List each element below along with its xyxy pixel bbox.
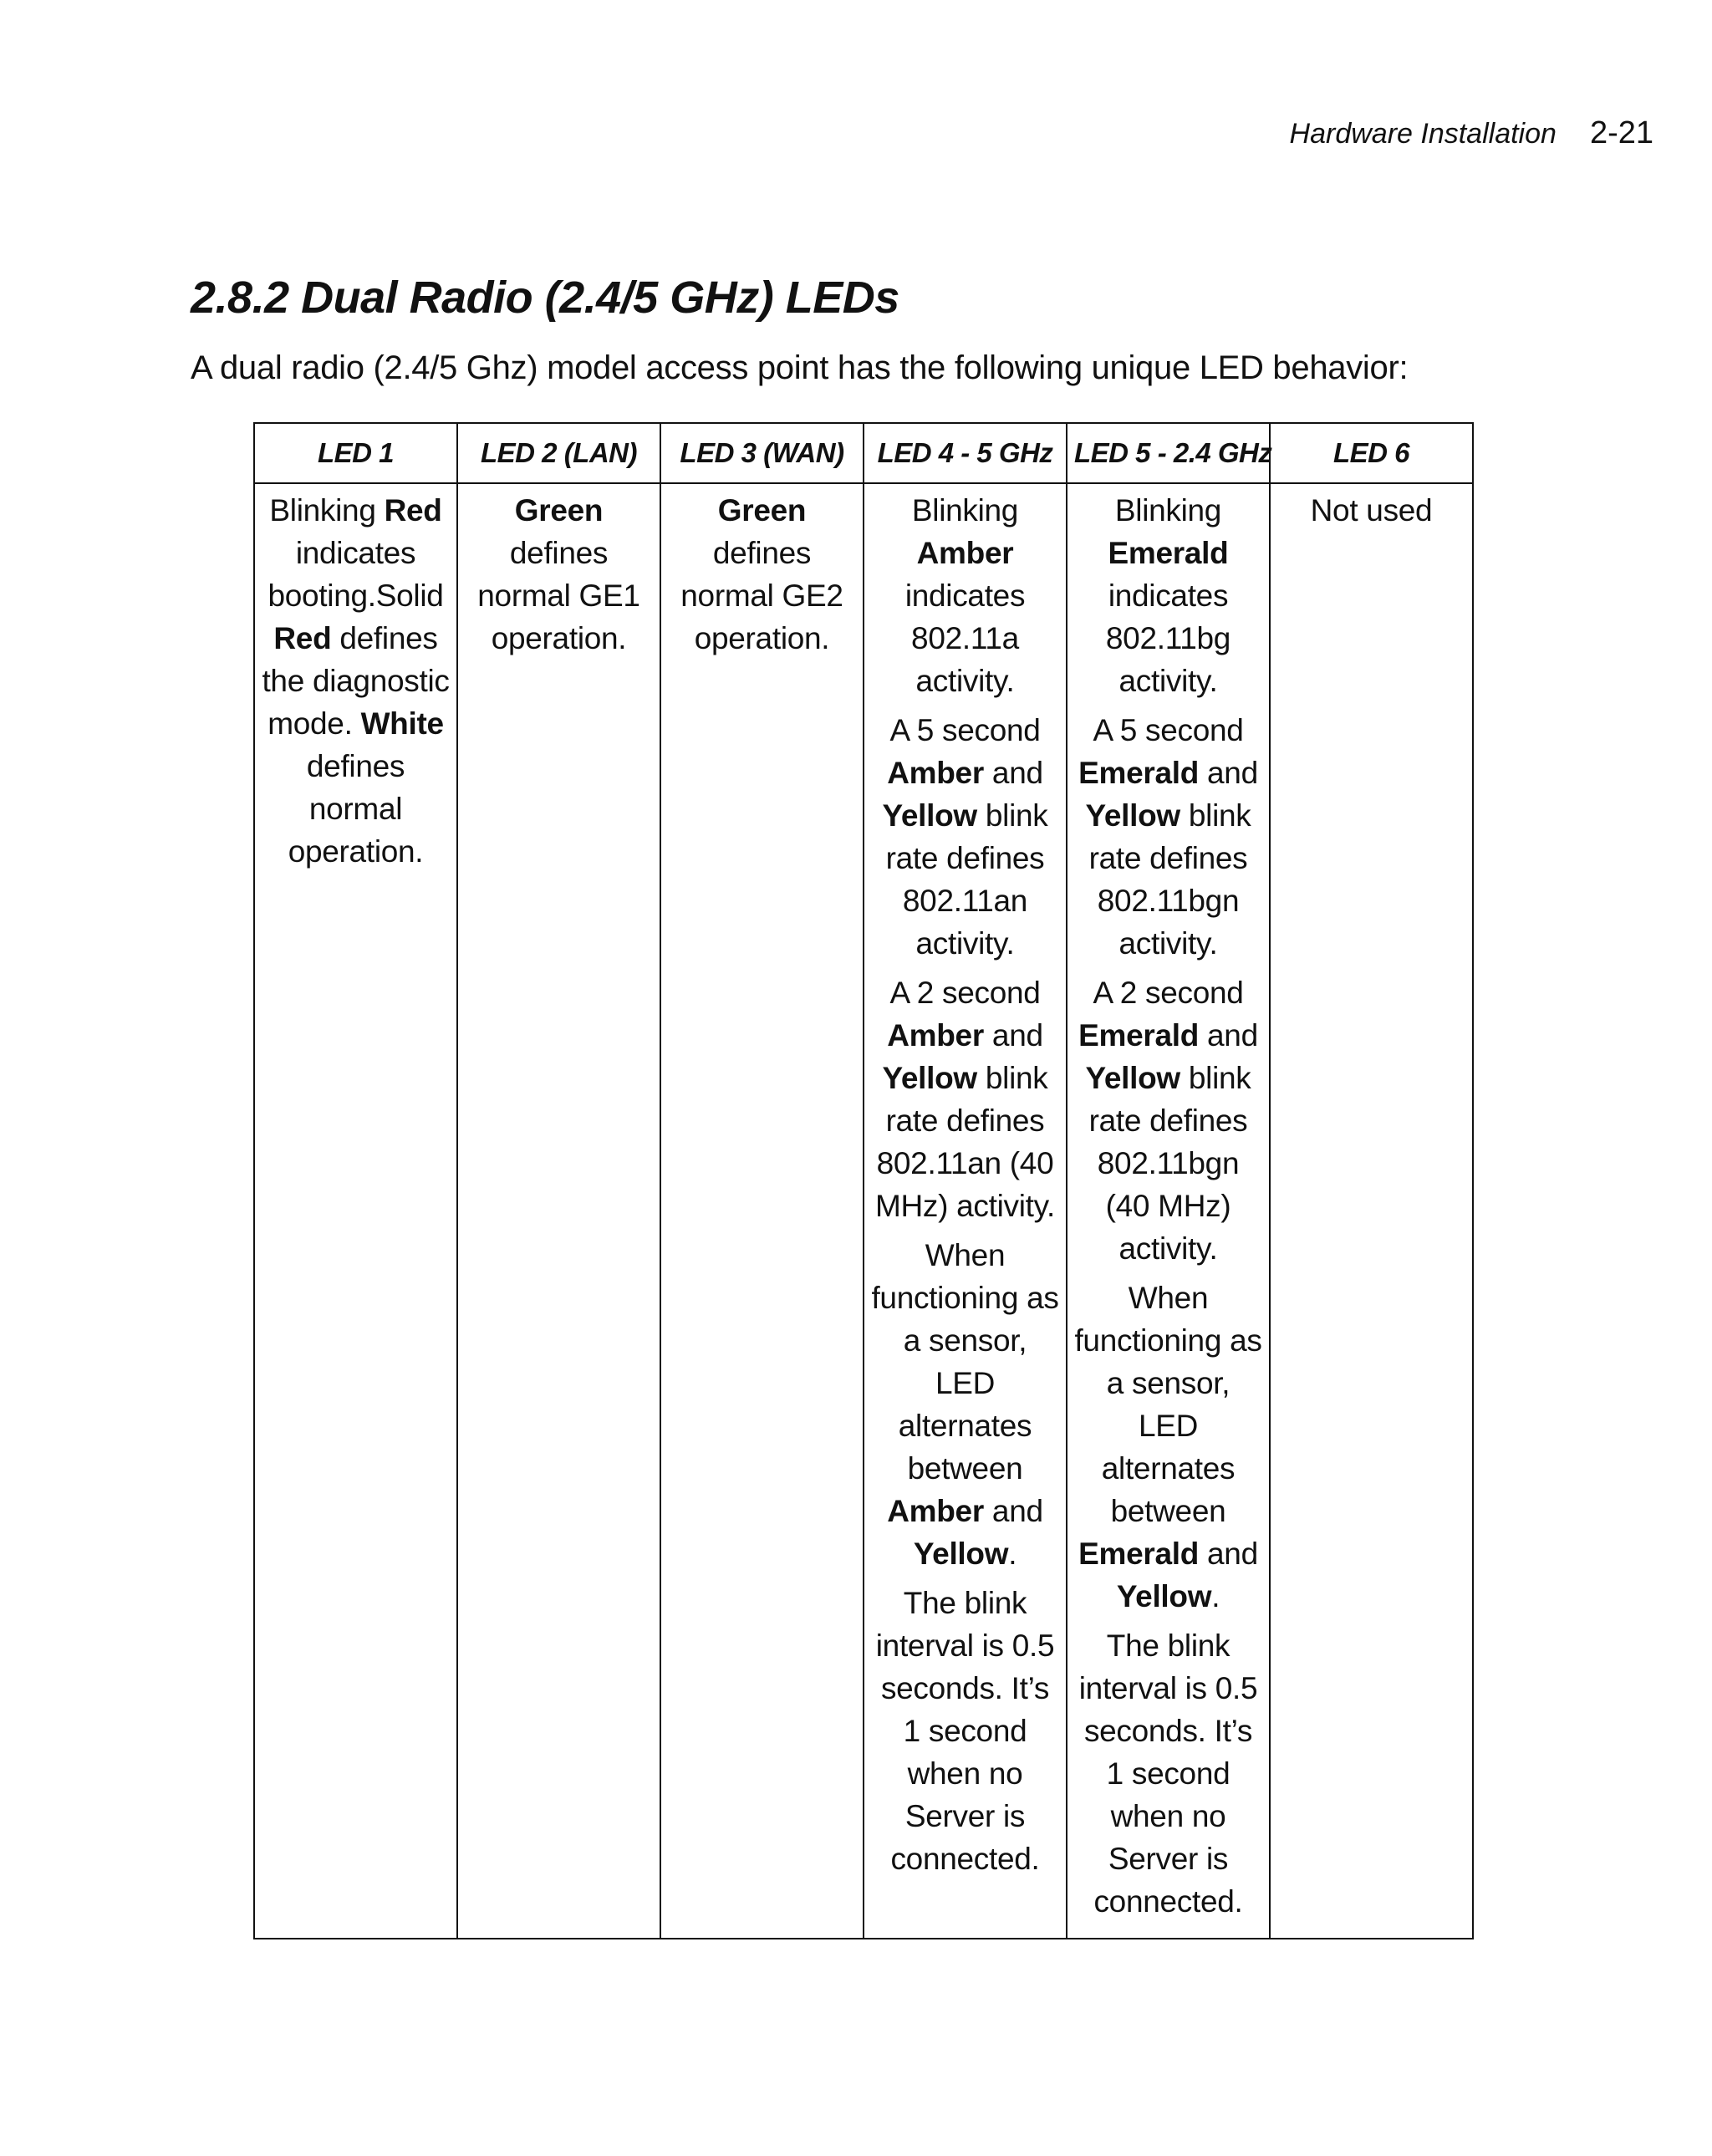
emphasis: Amber <box>887 1018 984 1053</box>
text: and <box>983 1018 1043 1053</box>
emphasis: Yellow <box>1085 798 1180 833</box>
header-led1: LED 1 <box>254 423 457 483</box>
text: When functioning as a sensor, LED alternates between <box>1074 1281 1262 1528</box>
cell-led2 <box>457 483 660 1939</box>
emphasis: Yellow <box>1085 1061 1180 1095</box>
header-led3: LED 3 (WAN) <box>660 423 864 483</box>
cell-led3 <box>660 483 864 1939</box>
emphasis: Amber <box>887 1494 984 1528</box>
text: A 5 second <box>889 713 1041 747</box>
emphasis: Red <box>384 493 442 528</box>
header-led5: LED 5 - 2.4 GHz <box>1067 423 1270 483</box>
cell-paragraph <box>1074 709 1262 965</box>
page-header <box>1290 115 1653 151</box>
emphasis: Yellow <box>1116 1579 1212 1613</box>
text: defines the diagnostic mode. <box>262 621 450 741</box>
page-number: 2-21 <box>1589 115 1653 150</box>
emphasis: Green <box>514 493 604 528</box>
text: A 2 second <box>1093 976 1244 1010</box>
text: Blinking <box>269 493 385 528</box>
emphasis: Green <box>717 493 807 528</box>
cell-paragraph <box>1074 489 1262 702</box>
text: . <box>1008 1537 1017 1571</box>
table-row <box>254 483 1473 1939</box>
text: and <box>983 1494 1043 1528</box>
text: . <box>1211 1579 1220 1613</box>
emphasis: Emerald <box>1108 536 1229 570</box>
text: The blink interval is 0.5 seconds. It’s 1 second when no Server is connected. <box>875 1586 1055 1876</box>
emphasis: Amber <box>916 536 1014 570</box>
text: A 5 second <box>1093 713 1244 747</box>
cell-paragraph <box>871 971 1059 1227</box>
emphasis: Emerald <box>1078 1537 1200 1571</box>
emphasis: White <box>360 706 444 741</box>
header-led4: LED 4 - 5 GHz <box>864 423 1067 483</box>
text: and <box>1199 1537 1258 1571</box>
emphasis: Yellow <box>882 798 977 833</box>
text: indicates booting.Solid <box>268 536 444 613</box>
cell-paragraph <box>871 1582 1059 1880</box>
emphasis: Red <box>273 621 332 655</box>
text: defines normal GE1 operation. <box>477 536 640 655</box>
running-header-section: Hardware Installation <box>1289 118 1557 150</box>
text: indicates 802.11a activity. <box>904 579 1026 698</box>
text: blink rate defines 802.11an activity. <box>885 798 1048 961</box>
cell-paragraph <box>871 489 1059 702</box>
cell-paragraph <box>1074 971 1262 1270</box>
intro-paragraph: A dual radio (2.4/5 Ghz) model access point has the following unique LED behavior: <box>191 349 1409 386</box>
emphasis: Amber <box>887 756 984 790</box>
text: and <box>983 756 1043 790</box>
cell-paragraph <box>1074 1624 1262 1923</box>
text: defines normal operation. <box>288 749 424 869</box>
text: and <box>1199 1018 1258 1053</box>
table-header-row <box>254 423 1473 483</box>
cell-led6 <box>1270 483 1473 1939</box>
text: When functioning as a sensor, LED alternates between <box>871 1238 1059 1486</box>
text: blink rate defines 802.11an (40 MHz) activity. <box>874 1061 1056 1223</box>
emphasis: Yellow <box>913 1537 1009 1571</box>
text: The blink interval is 0.5 seconds. It’s 1 second when no Server is connected. <box>1078 1628 1258 1919</box>
cell-led5 <box>1067 483 1270 1939</box>
cell-paragraph <box>871 1234 1059 1575</box>
led-behavior-table <box>253 422 1474 1939</box>
text: blink rate defines 802.11bgn (40 MHz) activity. <box>1088 1061 1251 1266</box>
cell-led4 <box>864 483 1067 1939</box>
text: Blinking <box>1114 493 1222 528</box>
header-led6: LED 6 <box>1270 423 1473 483</box>
text: A 2 second <box>889 976 1041 1010</box>
cell-paragraph <box>1074 1277 1262 1618</box>
text: Not used <box>1310 493 1433 528</box>
text: defines normal GE2 operation. <box>680 536 843 655</box>
header-led2: LED 2 (LAN) <box>457 423 660 483</box>
emphasis: Emerald <box>1078 756 1200 790</box>
emphasis: Yellow <box>882 1061 977 1095</box>
text: Blinking <box>911 493 1019 528</box>
text: indicates 802.11bg activity. <box>1105 579 1231 698</box>
section-title: 2.8.2 Dual Radio (2.4/5 GHz) LEDs <box>191 273 899 323</box>
emphasis: Emerald <box>1078 1018 1200 1053</box>
cell-paragraph <box>871 709 1059 965</box>
text: blink rate defines 802.11bgn activity. <box>1088 798 1251 961</box>
cell-led1 <box>254 483 457 1939</box>
text: and <box>1199 756 1258 790</box>
